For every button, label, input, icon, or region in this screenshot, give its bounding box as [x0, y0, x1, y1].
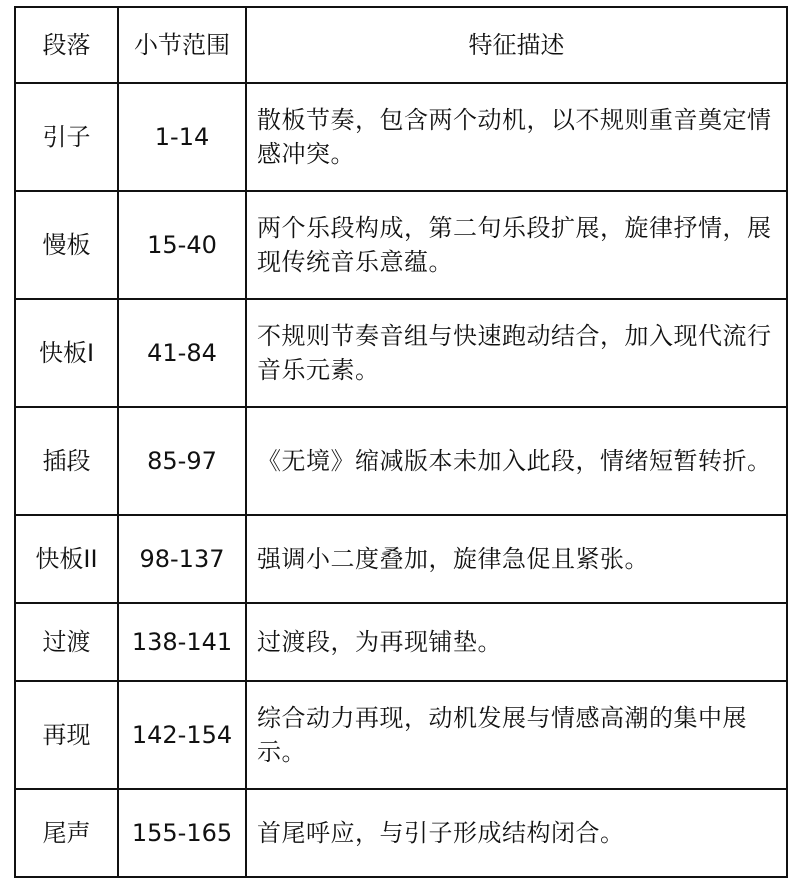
segment-cell: 快板I	[15, 299, 118, 407]
range-cell: 138-141	[118, 603, 246, 681]
segment-cell: 再现	[15, 681, 118, 789]
range-cell: 15-40	[118, 191, 246, 299]
description-cell: 首尾呼应，与引子形成结构闭合。	[246, 789, 787, 877]
header-segment: 段落	[15, 7, 118, 83]
header-row	[15, 7, 787, 83]
range-cell: 98-137	[118, 515, 246, 603]
range-cell: 142-154	[118, 681, 246, 789]
range-cell: 85-97	[118, 407, 246, 515]
table-row	[15, 603, 787, 681]
table-row	[15, 789, 787, 877]
range-cell: 41-84	[118, 299, 246, 407]
description-cell: 两个乐段构成，第二句乐段扩展，旋律抒情，展现传统音乐意蕴。	[246, 191, 787, 299]
range-cell: 155-165	[118, 789, 246, 877]
segment-cell: 慢板	[15, 191, 118, 299]
header-description: 特征描述	[246, 7, 787, 83]
header-range: 小节范围	[118, 7, 246, 83]
table-row	[15, 407, 787, 515]
table-row	[15, 681, 787, 789]
segment-cell: 快板II	[15, 515, 118, 603]
table-row	[15, 299, 787, 407]
table-row	[15, 515, 787, 603]
table-row	[15, 83, 787, 191]
description-cell: 强调小二度叠加，旋律急促且紧张。	[246, 515, 787, 603]
structure-table	[14, 6, 788, 878]
range-cell: 1-14	[118, 83, 246, 191]
segment-cell: 过渡	[15, 603, 118, 681]
description-cell: 《无境》缩减版本未加入此段，情绪短暂转折。	[246, 407, 787, 515]
segment-cell: 尾声	[15, 789, 118, 877]
description-cell: 散板节奏，包含两个动机，以不规则重音奠定情感冲突。	[246, 83, 787, 191]
segment-cell: 插段	[15, 407, 118, 515]
description-cell: 综合动力再现，动机发展与情感高潮的集中展示。	[246, 681, 787, 789]
description-cell: 不规则节奏音组与快速跑动结合，加入现代流行音乐元素。	[246, 299, 787, 407]
table-row	[15, 191, 787, 299]
segment-cell: 引子	[15, 83, 118, 191]
description-cell: 过渡段，为再现铺垫。	[246, 603, 787, 681]
